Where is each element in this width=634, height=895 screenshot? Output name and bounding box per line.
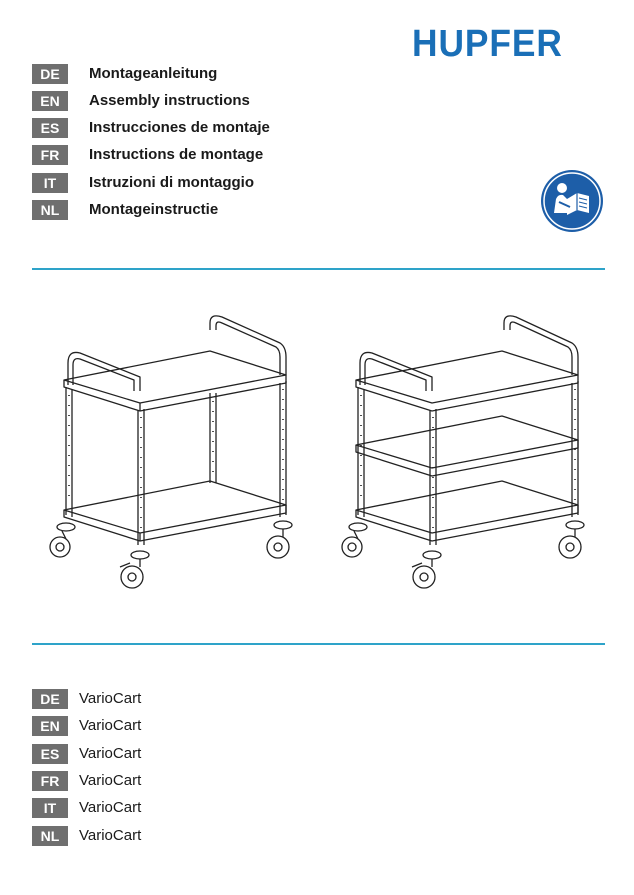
- manual-title-text: Montageinstructie: [89, 201, 219, 218]
- lang-badge-es: ES: [32, 118, 68, 138]
- lang-badge-en: EN: [32, 716, 68, 736]
- product-name-text: VarioCart: [79, 772, 142, 789]
- lang-badge-de: DE: [32, 689, 68, 709]
- lang-badge-nl: NL: [32, 826, 68, 846]
- manual-title-text: Instrucciones de montaje: [89, 119, 270, 136]
- read-manual-icon: [540, 169, 604, 233]
- three-shelf-cart-illustration: [342, 316, 584, 588]
- product-name-text: VarioCart: [79, 745, 142, 762]
- manual-title-text: Assembly instructions: [89, 92, 250, 109]
- lang-badge-en: EN: [32, 91, 68, 111]
- two-shelf-cart-illustration: [50, 316, 292, 588]
- bottom-divider: [32, 643, 605, 645]
- lang-badge-fr: FR: [32, 145, 68, 165]
- manual-title-text: Istruzioni di montaggio: [89, 174, 254, 191]
- product-name-text: VarioCart: [79, 799, 142, 816]
- product-name-text: VarioCart: [79, 827, 142, 844]
- lang-badge-de: DE: [32, 64, 68, 84]
- hupfer-logo: HUPFER: [412, 23, 563, 65]
- product-name-text: VarioCart: [79, 717, 142, 734]
- lang-badge-it: IT: [32, 798, 68, 818]
- lang-badge-es: ES: [32, 744, 68, 764]
- lang-badge-it: IT: [32, 173, 68, 193]
- manual-title-text: Montageanleitung: [89, 65, 218, 82]
- top-divider: [32, 268, 605, 270]
- product-name-text: VarioCart: [79, 690, 142, 707]
- lang-badge-fr: FR: [32, 771, 68, 791]
- cart-illustration: [40, 305, 600, 605]
- lang-badge-nl: NL: [32, 200, 68, 220]
- manual-title-text: Instructions de montage: [89, 146, 264, 163]
